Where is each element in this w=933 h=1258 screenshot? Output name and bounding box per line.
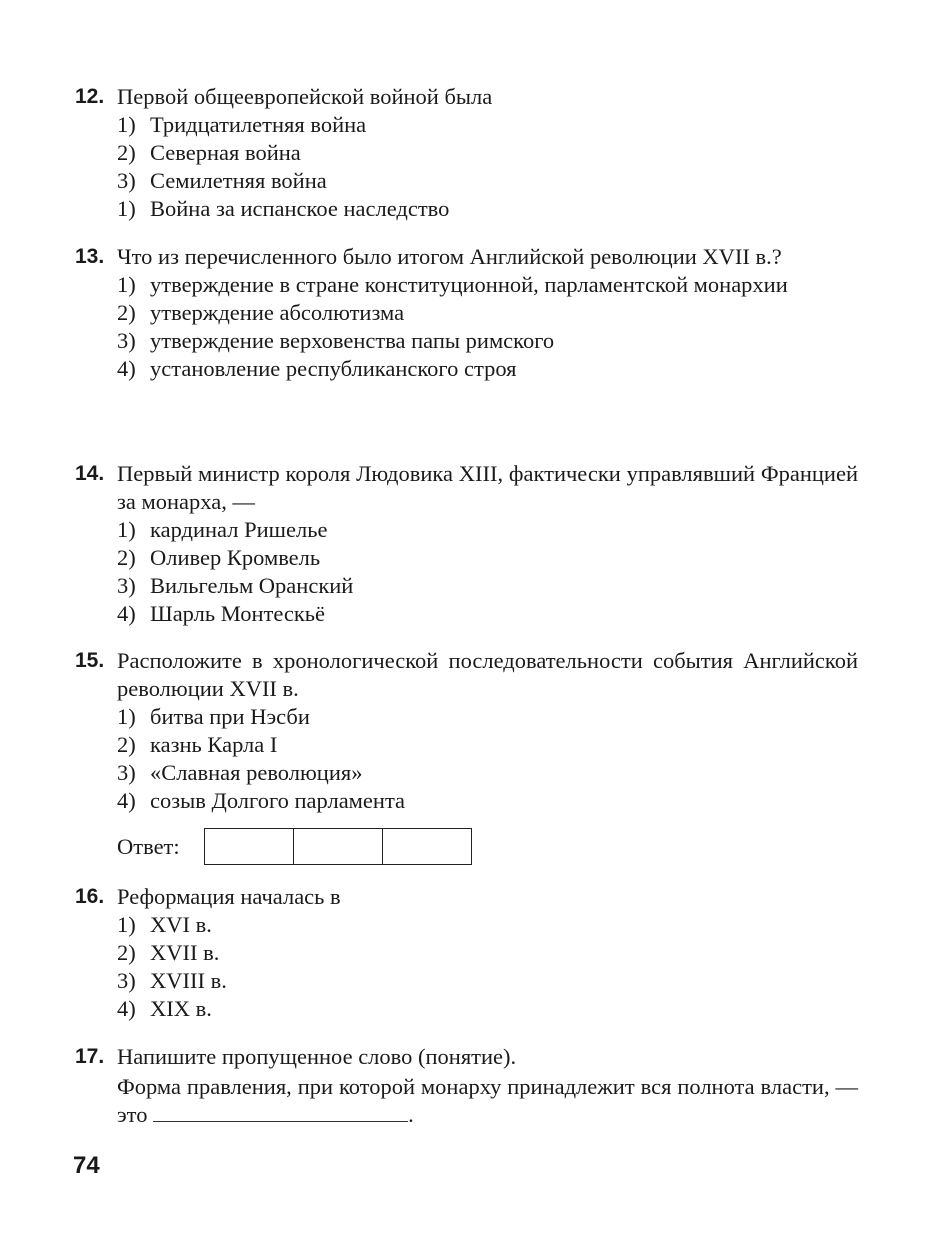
question-text — [75, 83, 858, 111]
option-number: 1) — [117, 517, 136, 542]
option-text: Оливер Кромвель — [150, 545, 321, 570]
option-number: 4) — [117, 601, 136, 626]
option-text: утверждение абсолютизма — [150, 300, 405, 325]
answer-option[interactable] — [75, 600, 858, 628]
option-text: битва при Нэсби — [150, 704, 310, 729]
answer-option[interactable] — [75, 111, 858, 139]
answer-option[interactable] — [75, 544, 858, 572]
question-12 — [75, 83, 858, 223]
answer-option[interactable] — [75, 731, 858, 759]
option-text: Шарль Монтескьё — [150, 601, 326, 626]
question-text — [75, 1043, 858, 1071]
option-text: созыв Долгого парламента — [150, 788, 406, 813]
answer-option[interactable] — [75, 911, 858, 939]
question-number: 14. — [75, 462, 105, 485]
answer-option[interactable] — [75, 167, 858, 195]
answer-option[interactable] — [75, 299, 858, 327]
option-number: 2) — [117, 545, 136, 570]
answer-option[interactable] — [75, 355, 858, 383]
answer-row-q15 — [117, 828, 472, 865]
question-prompt: Напишите пропущенное слово (понятие). — [117, 1044, 517, 1069]
option-number: 4) — [117, 788, 136, 813]
option-text: Тридцатилетняя война — [150, 112, 367, 137]
option-text: казнь Карла I — [150, 732, 278, 757]
option-text: Семилетняя война — [150, 168, 327, 193]
answer-option[interactable] — [75, 139, 858, 167]
question-prompt: Расположите в хронологической последовательности события Английской революции XVII в. — [117, 648, 858, 701]
option-number: 1) — [117, 112, 136, 137]
question-number: 12. — [75, 85, 105, 108]
question-text — [75, 647, 858, 703]
answer-option[interactable] — [75, 195, 858, 223]
answer-cell[interactable] — [205, 829, 293, 864]
option-text: утверждение верховенства папы римского — [150, 328, 555, 353]
question-prompt: Первой общеевропейской войной была — [117, 84, 493, 109]
option-text: XVII в. — [150, 940, 220, 965]
option-number: 2) — [117, 732, 136, 757]
option-number: 1) — [117, 704, 136, 729]
answer-option[interactable] — [75, 787, 858, 815]
answer-option[interactable] — [75, 271, 858, 299]
option-text: Северная война — [150, 140, 301, 165]
q17-body-text: Форма правления, при которой монарху принадлежит вся полнота власти, — это — [117, 1074, 858, 1127]
option-number: 1) — [117, 272, 136, 297]
option-text: «Славная революция» — [150, 760, 363, 785]
page-number: 74 — [73, 1152, 100, 1179]
question-prompt: Первый министр короля Людовика XIII, фактически управлявший Францией за монарха, — — [117, 461, 858, 514]
question-17 — [75, 1043, 858, 1071]
option-number: 2) — [117, 940, 136, 965]
answer-option[interactable] — [75, 516, 858, 544]
answer-option[interactable] — [75, 939, 858, 967]
question-prompt: Реформация началась в — [117, 884, 341, 909]
answer-option[interactable] — [75, 572, 858, 600]
question-number: 13. — [75, 245, 105, 268]
question-text — [75, 883, 858, 911]
option-text: XIX в. — [150, 996, 212, 1021]
answer-option[interactable] — [75, 995, 858, 1023]
answer-blank[interactable] — [153, 1101, 408, 1122]
question-number: 15. — [75, 649, 105, 672]
answer-option[interactable] — [75, 703, 858, 731]
option-text: Война за испанское наследство — [150, 196, 450, 221]
q17-body — [75, 1073, 858, 1129]
option-number: 4) — [117, 356, 136, 381]
question-number: 16. — [75, 885, 105, 908]
question-number: 17. — [75, 1045, 105, 1068]
option-number: 3) — [117, 328, 136, 353]
option-number: 3) — [117, 968, 136, 993]
answer-option[interactable] — [75, 759, 858, 787]
question-text — [75, 243, 858, 271]
question-13 — [75, 243, 858, 383]
answer-cell[interactable] — [293, 829, 382, 864]
question-15 — [75, 647, 858, 815]
answer-option[interactable] — [75, 967, 858, 995]
option-text: утверждение в стране конституционной, парламентской монархии — [150, 272, 788, 297]
option-text: XVI в. — [150, 912, 212, 937]
answer-cell[interactable] — [382, 829, 471, 864]
answer-cells — [204, 828, 472, 865]
option-text: Вильгельм Оранский — [150, 573, 354, 598]
question-text — [75, 460, 858, 516]
question-14 — [75, 460, 858, 628]
option-number: 1) — [117, 196, 136, 221]
option-number: 1) — [117, 912, 136, 937]
option-number: 4) — [117, 996, 136, 1021]
question-16 — [75, 883, 858, 1023]
option-number: 2) — [117, 300, 136, 325]
period: . — [408, 1102, 414, 1127]
option-text: установление республиканского строя — [150, 356, 517, 381]
option-number: 2) — [117, 140, 136, 165]
option-text: кардинал Ришелье — [150, 517, 328, 542]
answer-option[interactable] — [75, 327, 858, 355]
answer-label: Ответ: — [117, 833, 180, 859]
question-prompt: Что из перечисленного было итогом Английской революции XVII в.? — [117, 244, 782, 269]
option-number: 3) — [117, 168, 136, 193]
option-number: 3) — [117, 760, 136, 785]
option-number: 3) — [117, 573, 136, 598]
option-text: XVIII в. — [150, 968, 227, 993]
